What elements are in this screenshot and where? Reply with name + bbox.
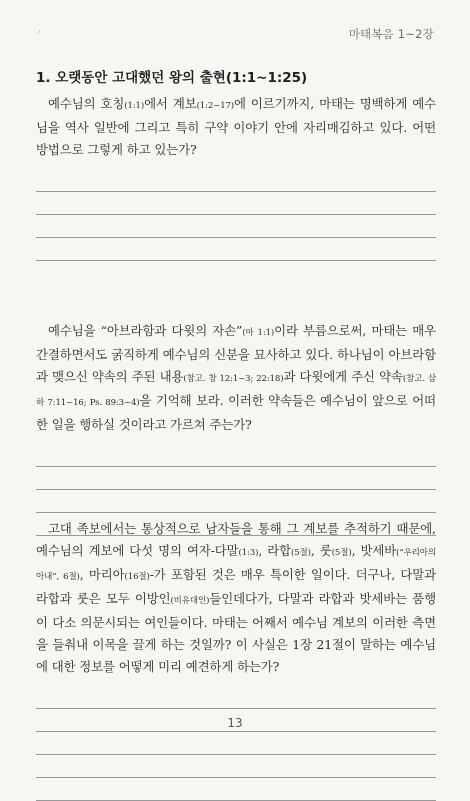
question-2-block (36, 320, 436, 536)
question-3-block (36, 518, 436, 801)
answer-line[interactable] (36, 732, 436, 755)
question-3-text: 고대 족보에서는 통상적으로 남자들을 통해 그 계보를 추적하기 때문에, 예수님의 계보에 다섯 명의 여자-다말(1:3), 라합(5절), 룻(5절), 밧세바(“우리아의 아내”, 6절), 마리아(16절)-가 포함된 것은 매우 특이한 일이다. 더구나, 다말과 라합과 룻은 모두 이방인(비유대인)들인데다가, 다말과 라합과 밧세바는 품행이 다소 의문시되는 여인들이다. 마태는 어째서 예수님 계보의 이러한 측면을 들춰내 이목을 끌게 하는 것일까? 이 사실은 1장 21절이 말하는 예수님에 대한 정보를 어떻게 미리 예견하게 하는가? (36, 521, 437, 674)
answer-line[interactable] (36, 215, 436, 238)
answer-line[interactable] (36, 755, 436, 778)
answer-line[interactable] (36, 490, 436, 513)
question-2-text: 예수님을 “아브라함과 다윗의 자손”(마 1:1)이라 부름으로써, 마태는 매우 간결하면서도 굵직하게 예수님의 신분을 묘사하고 있다. 하나님이 아브라함과 맺으신 약속의 주된 내용(참고. 창 12:1~3; 22:18)과 다윗에게 주신 약속(참고. 삼하 7:11~16; Ps. 89:3~4)을 기억해 보라. 이러한 약속들은 예수님이 앞으로 어떠한 일을 행하실 것이라고 가르쳐 주는가? (36, 323, 436, 432)
question-1-text: 예수님의 호칭(1:1)에서 계보(1:2~17)에 이르기까지, 마태는 명백하게 예수님을 역사 일반에 그리고 특히 구약 이야기 안에 자리매김하고 있다. 어떤 방법으로 그렇게 하고 있는가? (36, 96, 437, 157)
answer-line[interactable] (36, 686, 436, 709)
answer-line[interactable] (36, 467, 436, 490)
answer-line[interactable] (36, 169, 436, 192)
corner-mark: ·' (36, 30, 41, 38)
answer-lines-1[interactable] (36, 169, 436, 261)
section-title: 1. 오랫동안 고대했던 왕의 출현(1:1~1:25) (36, 70, 308, 86)
answer-line[interactable] (36, 192, 436, 215)
page-number: 13 (227, 716, 243, 730)
question-1-block (36, 66, 436, 261)
answer-lines-3[interactable] (36, 686, 436, 801)
answer-line[interactable] (36, 238, 436, 261)
running-header: 마태복음 1~2장 (348, 27, 434, 41)
answer-line[interactable] (36, 444, 436, 467)
answer-line[interactable] (36, 778, 436, 801)
